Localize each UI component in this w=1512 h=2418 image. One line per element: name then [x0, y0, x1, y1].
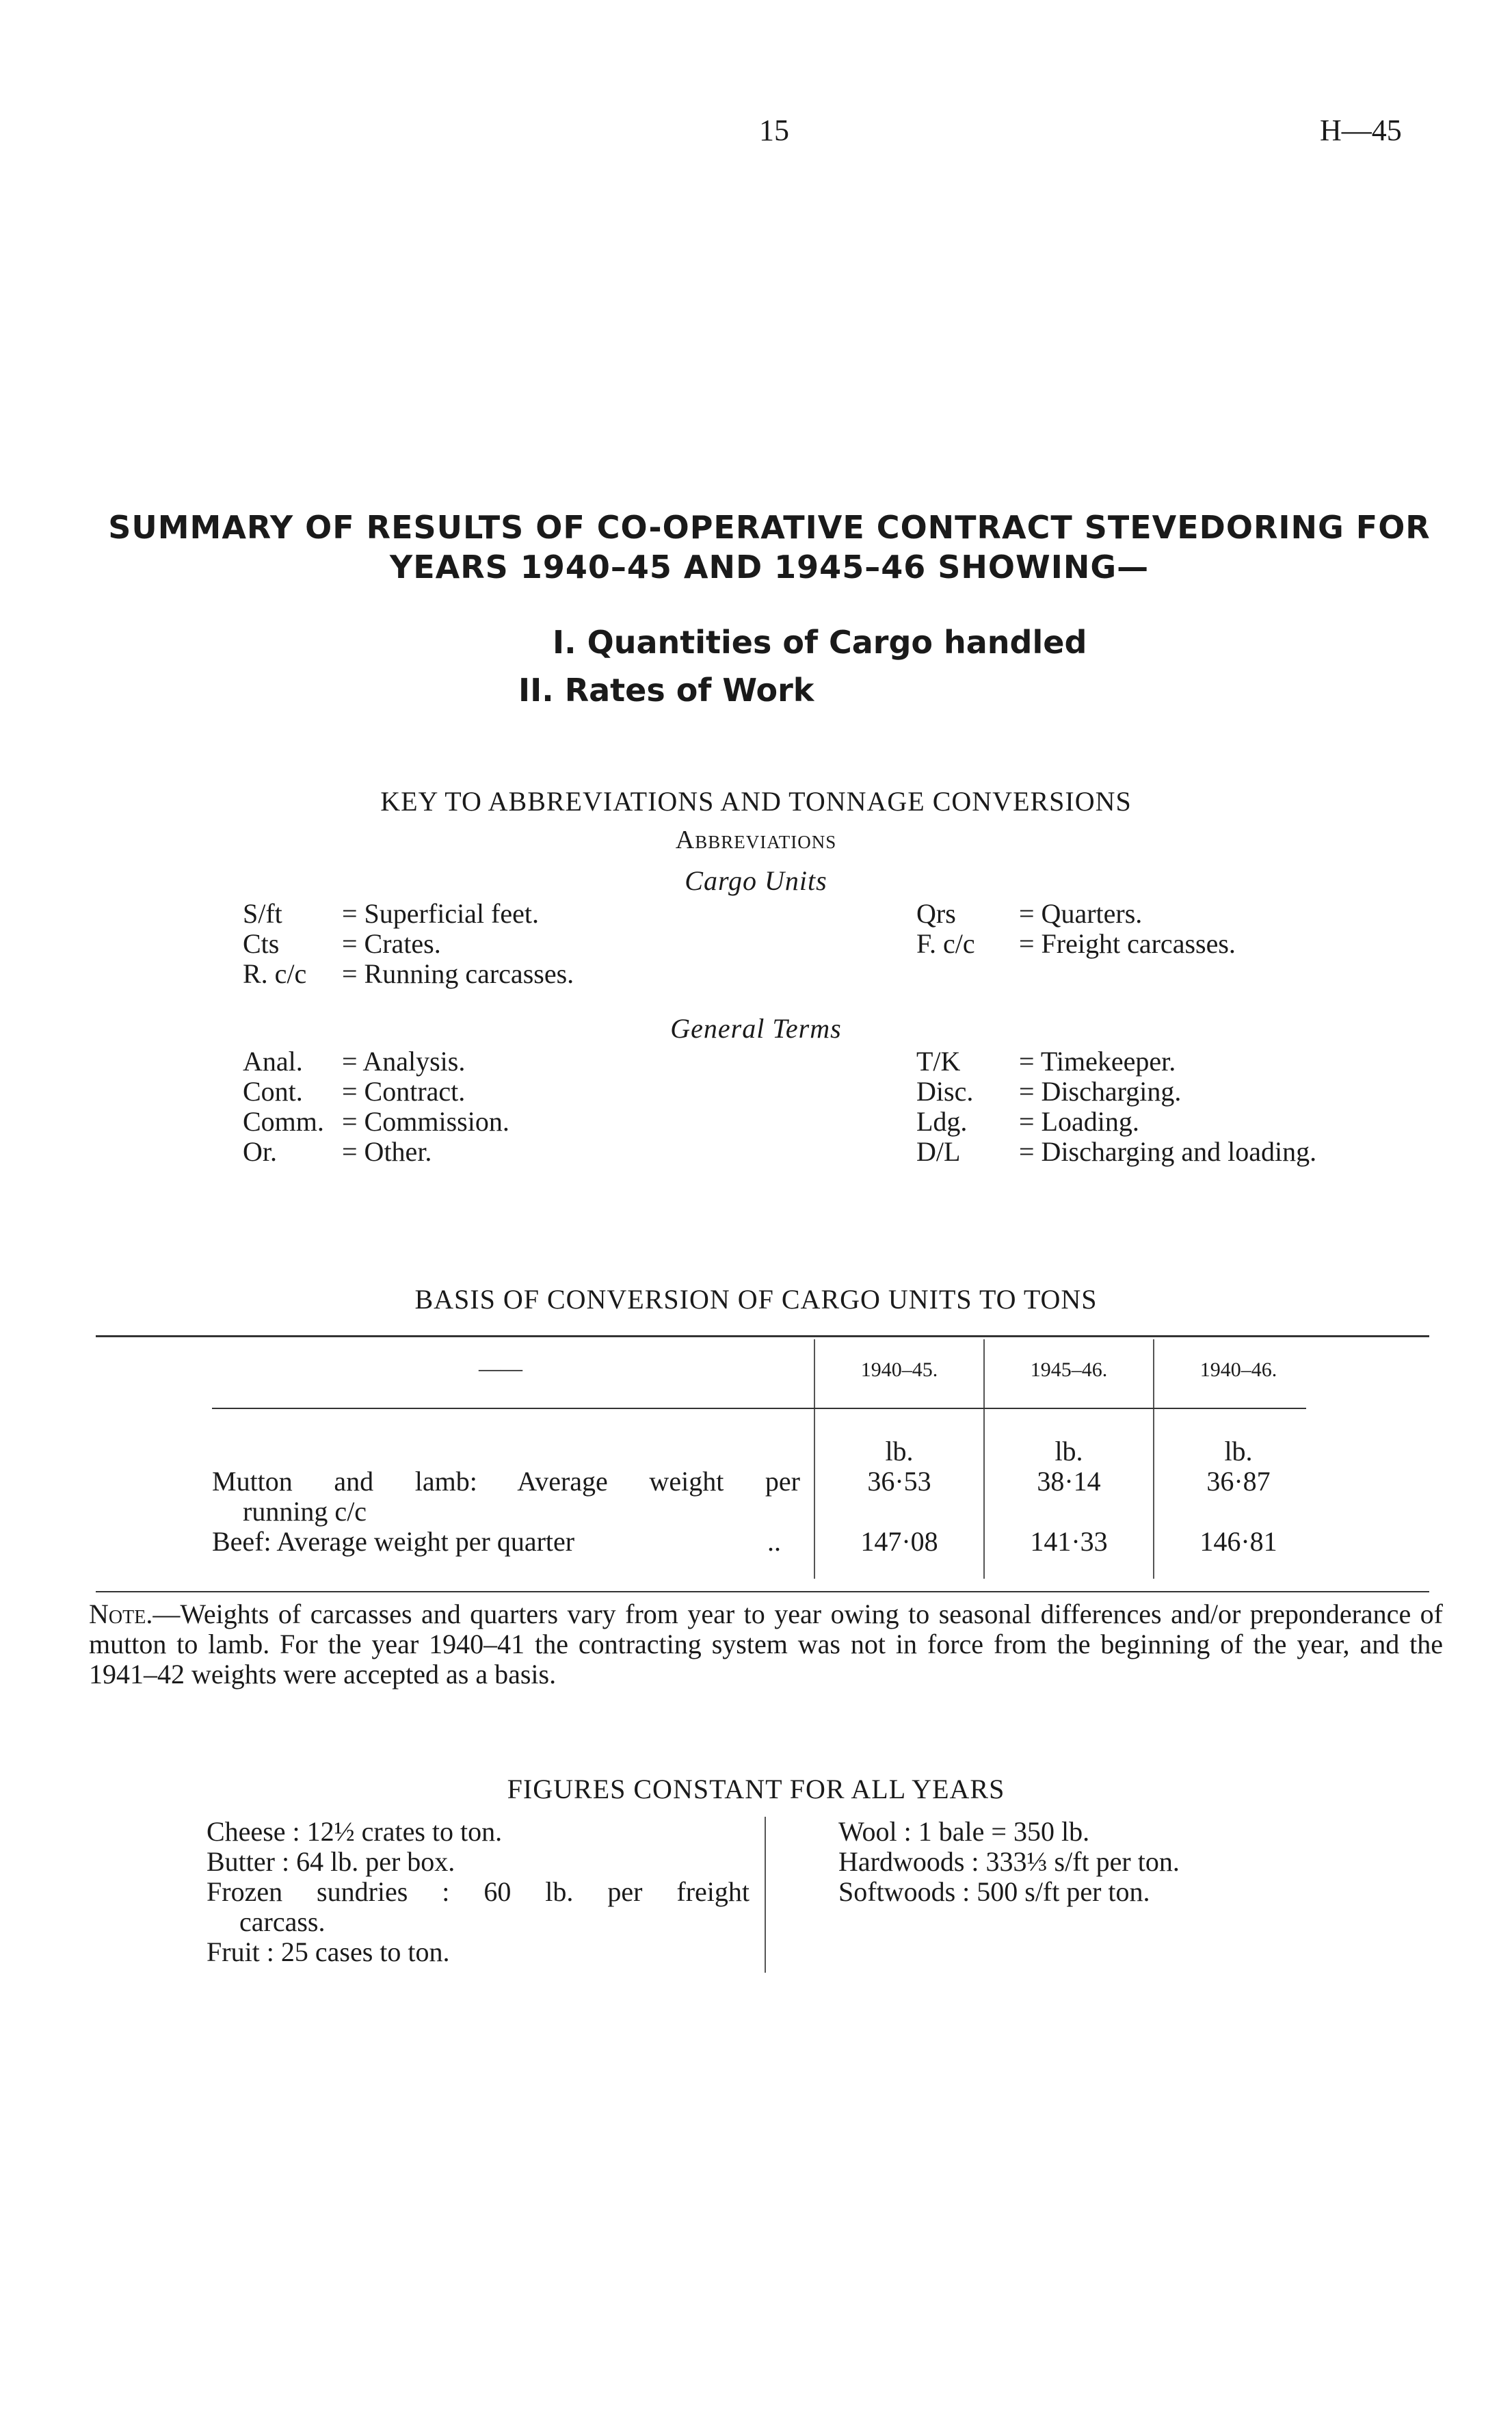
mutton-1940-45: 36·53 — [867, 1466, 931, 1497]
table-header-rule — [212, 1408, 1306, 1409]
document-reference: H—45 — [1320, 114, 1402, 147]
table-bottom-rule — [96, 1591, 1429, 1592]
abbr-tk: T/K — [916, 1046, 961, 1077]
abbr-or: Or. — [243, 1136, 277, 1167]
abbr-dl: D/L — [916, 1136, 961, 1167]
unit-lb-3: lb. — [1224, 1436, 1253, 1467]
abbr-tk-meaning: = Timekeeper. — [1019, 1046, 1176, 1077]
abbr-disc: Disc. — [916, 1076, 974, 1107]
abbr-cts-meaning: = Crates. — [342, 928, 441, 959]
key-heading: KEY TO ABBREVIATIONS AND TONNAGE CONVERSIONS — [380, 786, 1132, 817]
constant-hardwoods: Hardwoods : 333⅓ s/ft per ton. — [838, 1846, 1180, 1877]
beef-1940-46: 146·81 — [1199, 1526, 1277, 1557]
page-title — [96, 508, 1443, 587]
row-mutton-label: Mutton and lamb: Average weight per — [212, 1466, 800, 1497]
general-terms-label: General Terms — [670, 1013, 842, 1044]
col-header-1940-46: 1940–46. — [1199, 1358, 1277, 1381]
unit-lb-2: lb. — [1055, 1436, 1083, 1467]
constant-butter: Butter : 64 lb. per box. — [207, 1846, 455, 1877]
page-number: 15 — [759, 114, 789, 147]
beef-1945-46: 141·33 — [1030, 1526, 1108, 1557]
abbr-qrs-meaning: = Quarters. — [1019, 898, 1143, 929]
abbr-cts: Cts — [243, 928, 280, 959]
abbr-comm-meaning: = Commission. — [342, 1106, 509, 1137]
constant-frozen-sundries-cont: carcass. — [239, 1906, 326, 1937]
constant-fruit: Fruit : 25 cases to ton. — [207, 1936, 450, 1967]
abbr-fcc: F. c/c — [916, 928, 975, 959]
title-line-2: YEARS 1940–45 AND 1945–46 SHOWING— — [389, 549, 1150, 586]
abbr-sft-meaning: = Superficial feet. — [342, 898, 539, 929]
abbr-anal-meaning: = Analysis. — [342, 1046, 466, 1077]
mutton-1940-46: 36·87 — [1206, 1466, 1271, 1497]
note-lead: Note. — [89, 1599, 153, 1629]
col-header-1940-45: 1940–45. — [860, 1358, 938, 1381]
note-text: —Weights of carcasses and quarters vary from year to year owing to seasonal differences and/or preponderance of mutton to lamb. For the year 1940–41 the contracting system was not in force from the beginning of the year, and the 1941–42 weights were accepted as a basis. — [89, 1599, 1443, 1690]
beef-1940-45: 147·08 — [860, 1526, 938, 1557]
abbr-comm: Comm. — [243, 1106, 324, 1137]
abbr-qrs: Qrs — [916, 898, 956, 929]
abbr-anal: Anal. — [243, 1046, 303, 1077]
title-item-2: II. Rates of Work — [518, 672, 814, 709]
row-mutton-label-cont: running c/c — [243, 1496, 367, 1527]
conversion-heading: BASIS OF CONVERSION OF CARGO UNITS TO TONS — [414, 1284, 1098, 1315]
cargo-units-label: Cargo Units — [685, 865, 827, 896]
unit-lb-1: lb. — [885, 1436, 914, 1467]
constant-softwoods: Softwoods : 500 s/ft per ton. — [838, 1876, 1150, 1907]
constant-wool: Wool : 1 bale = 350 lb. — [838, 1816, 1090, 1847]
abbr-cont: Cont. — [243, 1076, 303, 1107]
title-item-1: I. Quantities of Cargo handled — [553, 624, 1087, 661]
title-line-1: SUMMARY OF RESULTS OF CO-OPERATIVE CONTRACT STEVEDORING FOR — [108, 509, 1431, 546]
constant-frozen-sundries: Frozen sundries : 60 lb. per freight — [207, 1876, 750, 1907]
abbr-rcc: R. c/c — [243, 958, 307, 989]
abbr-fcc-meaning: = Freight carcasses. — [1019, 928, 1236, 959]
abbr-dl-meaning: = Discharging and loading. — [1019, 1136, 1317, 1167]
mutton-1945-46: 38·14 — [1037, 1466, 1101, 1497]
row-beef-label: Beef: Average weight per quarter — [212, 1526, 575, 1557]
abbreviations-subheading: Abbreviations — [675, 826, 837, 854]
abbr-or-meaning: = Other. — [342, 1136, 432, 1167]
abbr-ldg-meaning: = Loading. — [1019, 1106, 1139, 1137]
row-beef-leader: .. — [767, 1526, 781, 1557]
abbr-disc-meaning: = Discharging. — [1019, 1076, 1182, 1107]
abbr-ldg: Ldg. — [916, 1106, 968, 1137]
abbr-rcc-meaning: = Running carcasses. — [342, 958, 574, 989]
table-stub-header: —— — [479, 1356, 522, 1380]
col-header-1945-46: 1945–46. — [1030, 1358, 1108, 1381]
constants-heading: FIGURES CONSTANT FOR ALL YEARS — [507, 1774, 1005, 1804]
conversion-note — [89, 1599, 1443, 1690]
constant-cheese: Cheese : 12½ crates to ton. — [207, 1816, 503, 1847]
abbr-cont-meaning: = Contract. — [342, 1076, 466, 1107]
abbr-sft: S/ft — [243, 898, 282, 929]
constants-divider — [765, 1817, 766, 1973]
table-top-rule — [96, 1335, 1429, 1337]
